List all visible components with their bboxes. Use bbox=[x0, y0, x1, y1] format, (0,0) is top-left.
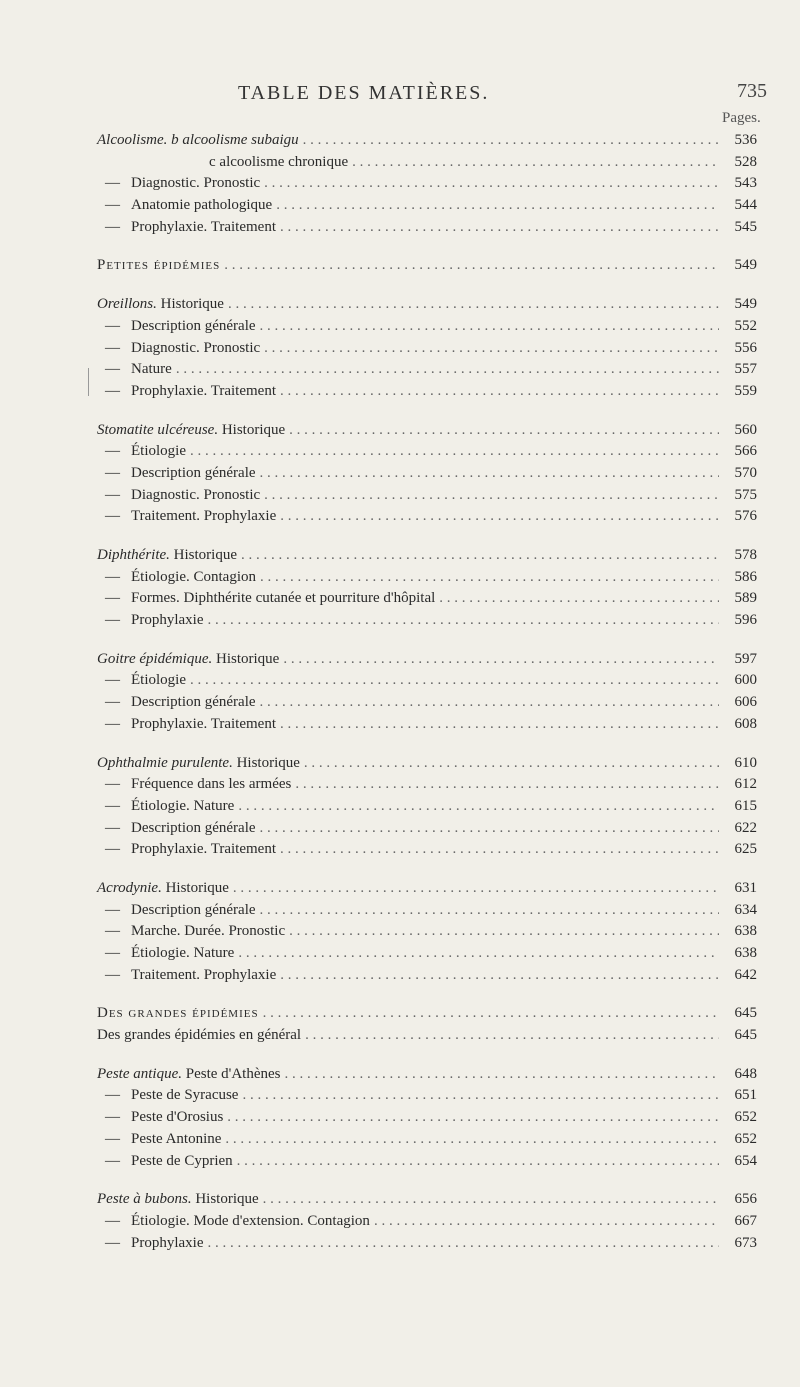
dot-leader bbox=[263, 1189, 719, 1211]
dash: — bbox=[105, 508, 120, 525]
toc-entry bbox=[97, 900, 757, 922]
entry-text: Peste Antonine bbox=[131, 1130, 222, 1147]
dot-leader bbox=[304, 753, 719, 775]
dot-leader bbox=[241, 545, 719, 567]
entry-text: Prophylaxie. Traitement bbox=[131, 841, 276, 858]
entry-page: 642 bbox=[734, 966, 757, 983]
entry-text: Fréquence dans les armées bbox=[131, 776, 292, 793]
entry-text: Diagnostic. Pronostic bbox=[131, 339, 261, 356]
entry-text: Historique bbox=[216, 650, 280, 667]
toc-entry bbox=[97, 774, 757, 796]
section-title: Petites épidémies bbox=[97, 257, 221, 274]
dot-leader bbox=[289, 420, 719, 442]
entry-page: 589 bbox=[734, 590, 757, 607]
toc-group-oreillons bbox=[97, 294, 757, 402]
entry-heading: Peste antique. bbox=[97, 1065, 182, 1082]
dot-leader bbox=[224, 255, 719, 277]
dot-leader bbox=[280, 217, 719, 239]
toc-entry bbox=[97, 839, 757, 861]
toc-entry bbox=[97, 316, 757, 338]
entry-text: Prophylaxie. Traitement bbox=[131, 218, 276, 235]
dot-leader bbox=[238, 943, 719, 965]
entry-text: Diagnostic. Pronostic bbox=[131, 486, 261, 503]
dot-leader bbox=[303, 130, 719, 152]
entry-text: Étiologie. Mode d'extension. Contagion bbox=[131, 1212, 370, 1229]
entry-page: 608 bbox=[734, 715, 757, 732]
dot-leader bbox=[260, 818, 719, 840]
dot-leader bbox=[295, 774, 719, 796]
dash: — bbox=[105, 901, 120, 918]
toc-entry bbox=[97, 485, 757, 507]
entry-page: 570 bbox=[734, 464, 757, 481]
dot-leader bbox=[263, 1003, 719, 1025]
dash: — bbox=[105, 1109, 120, 1126]
dash: — bbox=[105, 486, 120, 503]
entry-page: 596 bbox=[734, 612, 757, 629]
dot-leader bbox=[285, 1064, 719, 1086]
entry-page: 634 bbox=[734, 901, 757, 918]
table-of-contents bbox=[97, 130, 757, 1271]
entry-text: Historique bbox=[160, 296, 224, 313]
entry-page: 544 bbox=[734, 197, 757, 214]
dash: — bbox=[105, 568, 120, 585]
dot-leader bbox=[283, 649, 719, 671]
dash: — bbox=[105, 1087, 120, 1104]
dash: — bbox=[105, 443, 120, 460]
toc-entry bbox=[97, 796, 757, 818]
dot-leader bbox=[260, 900, 719, 922]
toc-entry bbox=[97, 965, 757, 987]
toc-entry bbox=[97, 1151, 757, 1173]
dash: — bbox=[105, 797, 120, 814]
dash: — bbox=[105, 1152, 120, 1169]
dot-leader bbox=[227, 1107, 719, 1129]
toc-group-grandes-epidemies bbox=[97, 1003, 757, 1046]
toc-entry bbox=[97, 463, 757, 485]
toc-group-diphtherite bbox=[97, 545, 757, 632]
toc-entry bbox=[97, 294, 757, 316]
margin-pencil-mark bbox=[88, 368, 89, 396]
page-header bbox=[0, 0, 800, 126]
entry-text: Historique bbox=[236, 754, 300, 771]
entry-page: 625 bbox=[734, 841, 757, 858]
toc-entry bbox=[97, 1211, 757, 1233]
dot-leader bbox=[374, 1211, 719, 1233]
toc-group-goitre bbox=[97, 649, 757, 736]
toc-entry bbox=[97, 714, 757, 736]
entry-text: Étiologie. Contagion bbox=[131, 568, 256, 585]
entry-text: Anatomie pathologique bbox=[131, 197, 273, 214]
entry-page: 606 bbox=[734, 694, 757, 711]
entry-text: Historique bbox=[195, 1191, 259, 1208]
entry-page: 652 bbox=[734, 1130, 757, 1147]
entry-text: Étiologie bbox=[131, 672, 186, 689]
entry-page: 645 bbox=[734, 1005, 757, 1022]
entry-page: 648 bbox=[734, 1065, 757, 1082]
entry-heading: Oreillons. bbox=[97, 296, 157, 313]
dot-leader bbox=[264, 338, 719, 360]
toc-group-peste-antique bbox=[97, 1064, 757, 1172]
toc-entry bbox=[97, 753, 757, 775]
entry-text: Prophylaxie. Traitement bbox=[131, 382, 276, 399]
entry-text: Nature bbox=[131, 361, 172, 378]
dot-leader bbox=[280, 714, 719, 736]
toc-group-stomatite bbox=[97, 420, 757, 528]
entry-text: Prophylaxie bbox=[131, 612, 204, 629]
dot-leader bbox=[352, 152, 719, 174]
dot-leader bbox=[439, 588, 719, 610]
dot-leader bbox=[237, 1151, 719, 1173]
entry-page: 597 bbox=[734, 650, 757, 667]
entry-text: Marche. Durée. Pronostic bbox=[131, 923, 286, 940]
entry-text: Description générale bbox=[131, 819, 256, 836]
entry-heading: Stomatite ulcéreuse. bbox=[97, 421, 219, 438]
entry-page: 556 bbox=[734, 339, 757, 356]
toc-group-ophthalmie bbox=[97, 753, 757, 861]
toc-entry bbox=[97, 152, 757, 174]
dash: — bbox=[105, 175, 120, 192]
entry-page: 536 bbox=[734, 132, 757, 148]
entry-page: 654 bbox=[734, 1152, 757, 1169]
dash: — bbox=[105, 945, 120, 961]
toc-entry bbox=[97, 506, 757, 528]
entry-text: Des grandes épidémies en général bbox=[97, 1027, 302, 1044]
dash: — bbox=[105, 672, 120, 689]
entry-page: 586 bbox=[734, 568, 757, 585]
toc-entry bbox=[97, 441, 757, 463]
entry-page: 615 bbox=[734, 797, 757, 814]
entry-text: c alcoolisme chronique bbox=[209, 153, 349, 170]
entry-page: 612 bbox=[734, 776, 757, 793]
dot-leader bbox=[190, 670, 719, 692]
dash: — bbox=[105, 776, 120, 793]
entry-page: 656 bbox=[734, 1191, 757, 1208]
entry-page: 631 bbox=[734, 879, 757, 896]
toc-entry bbox=[97, 943, 757, 965]
dot-leader bbox=[208, 610, 720, 632]
toc-entry bbox=[97, 338, 757, 360]
entry-page: 622 bbox=[734, 819, 757, 836]
dash: — bbox=[105, 612, 120, 629]
entry-text: Formes. Diphthérite cutanée et pourriture d'hôpital bbox=[131, 590, 436, 607]
dash: — bbox=[105, 197, 120, 214]
toc-entry bbox=[97, 567, 757, 589]
running-title: TABLE DES MATIÈRES. bbox=[238, 82, 490, 104]
dash: — bbox=[105, 966, 120, 983]
toc-entry bbox=[97, 255, 757, 277]
entry-text: Peste d'Orosius bbox=[131, 1109, 224, 1126]
entry-text: Peste de Cyprien bbox=[131, 1152, 233, 1169]
entry-text: Description générale bbox=[131, 694, 256, 711]
toc-entry bbox=[97, 610, 757, 632]
entry-page: 576 bbox=[734, 508, 757, 525]
dot-leader bbox=[260, 567, 719, 589]
toc-entry bbox=[97, 878, 757, 900]
toc-entry bbox=[97, 1233, 757, 1255]
entry-page: 566 bbox=[734, 443, 757, 460]
dot-leader bbox=[289, 921, 719, 943]
entry-heading: Acrodynie. bbox=[97, 879, 162, 896]
dot-leader bbox=[233, 878, 719, 900]
entry-page: 559 bbox=[734, 382, 757, 399]
entry-page: 549 bbox=[734, 296, 757, 313]
entry-text: Étiologie. Nature bbox=[131, 797, 235, 814]
dash: — bbox=[105, 339, 120, 356]
entry-text: Diagnostic. Pronostic bbox=[131, 175, 261, 192]
dot-leader bbox=[280, 506, 719, 528]
toc-entry bbox=[97, 545, 757, 567]
dot-leader bbox=[208, 1233, 720, 1255]
page-number: 735 bbox=[737, 80, 767, 102]
entry-page: 610 bbox=[734, 754, 757, 771]
toc-entry bbox=[97, 1189, 757, 1211]
entry-page: 600 bbox=[734, 672, 757, 689]
toc-entry bbox=[97, 420, 757, 442]
dash: — bbox=[105, 819, 120, 836]
dash: — bbox=[105, 590, 120, 607]
entry-text: Traitement. Prophylaxie bbox=[131, 966, 277, 983]
dash: — bbox=[105, 1234, 120, 1251]
dot-leader bbox=[305, 1025, 719, 1047]
section-title: Des grandes épidémies bbox=[97, 1005, 259, 1022]
dot-leader bbox=[264, 173, 719, 195]
toc-entry bbox=[97, 692, 757, 714]
dash: — bbox=[105, 923, 120, 940]
entry-text: Historique bbox=[221, 421, 286, 438]
entry-text: Description générale bbox=[131, 901, 256, 918]
toc-entry bbox=[97, 195, 757, 217]
dot-leader bbox=[176, 359, 719, 381]
dot-leader bbox=[225, 1129, 719, 1151]
dash: — bbox=[105, 361, 120, 378]
entry-page: 667 bbox=[734, 1212, 757, 1229]
dash: — bbox=[105, 694, 120, 711]
entry-text: Prophylaxie bbox=[131, 1234, 204, 1251]
dot-leader bbox=[228, 294, 719, 316]
dash: — bbox=[105, 1130, 120, 1147]
toc-entry bbox=[97, 173, 757, 195]
entry-text: Peste de Syracuse bbox=[131, 1087, 239, 1104]
entry-page: 528 bbox=[734, 153, 757, 170]
toc-entry bbox=[97, 359, 757, 381]
entry-heading: Goitre épidémique. bbox=[97, 650, 213, 667]
toc-entry bbox=[97, 921, 757, 943]
entry-page: 543 bbox=[734, 175, 757, 192]
toc-group-acrodynie bbox=[97, 878, 757, 986]
entry-page: 575 bbox=[734, 486, 757, 503]
entry-page: 645 bbox=[734, 1027, 757, 1044]
dash: — bbox=[105, 317, 120, 334]
entry-heading: Peste à bubons. bbox=[97, 1191, 192, 1208]
dot-leader bbox=[260, 316, 719, 338]
dot-leader bbox=[260, 692, 719, 714]
toc-entry bbox=[97, 1107, 757, 1129]
toc-entry bbox=[97, 588, 757, 610]
dot-leader bbox=[280, 839, 719, 861]
dot-leader bbox=[190, 441, 719, 463]
toc-entry bbox=[97, 1129, 757, 1151]
dot-leader bbox=[280, 381, 719, 403]
entry-page: 557 bbox=[734, 361, 757, 378]
toc-entry bbox=[97, 1025, 757, 1047]
entry-text: Traitement. Prophylaxie bbox=[131, 508, 277, 525]
entry-text: Historique bbox=[173, 547, 237, 563]
entry-page: 652 bbox=[734, 1109, 757, 1126]
entry-page: 578 bbox=[734, 547, 757, 563]
toc-entry bbox=[97, 818, 757, 840]
dash: — bbox=[105, 841, 120, 858]
toc-entry bbox=[97, 381, 757, 403]
entry-page: 545 bbox=[734, 218, 757, 235]
dash: — bbox=[105, 464, 120, 481]
entry-text: Description générale bbox=[131, 317, 256, 334]
dot-leader bbox=[242, 1085, 719, 1107]
dot-leader bbox=[260, 463, 719, 485]
toc-entry bbox=[97, 217, 757, 239]
entry-text: Description générale bbox=[131, 464, 256, 481]
pages-column-label: Pages. bbox=[722, 110, 761, 126]
toc-entry bbox=[97, 1064, 757, 1086]
entry-page: 638 bbox=[734, 923, 757, 940]
toc-group-petites-epidemies bbox=[97, 255, 757, 277]
toc-entry bbox=[97, 670, 757, 692]
entry-heading: Alcoolisme. bbox=[97, 132, 168, 148]
entry-text: b alcoolisme subaigu bbox=[171, 132, 299, 148]
toc-entry bbox=[97, 1003, 757, 1025]
toc-entry bbox=[97, 130, 757, 152]
toc-group-alcoolisme bbox=[97, 130, 757, 238]
entry-page: 549 bbox=[734, 257, 757, 274]
entry-page: 638 bbox=[734, 945, 757, 961]
toc-entry bbox=[97, 1085, 757, 1107]
dot-leader bbox=[238, 796, 719, 818]
entry-page: 560 bbox=[734, 421, 757, 438]
dot-leader bbox=[280, 965, 719, 987]
dot-leader bbox=[264, 485, 719, 507]
dash: — bbox=[105, 715, 120, 732]
entry-page: 552 bbox=[734, 317, 757, 334]
entry-heading: Ophthalmie purulente. bbox=[97, 754, 233, 771]
dash: — bbox=[105, 218, 120, 235]
entry-text: Étiologie bbox=[131, 443, 186, 460]
toc-group-peste-bubons bbox=[97, 1189, 757, 1254]
entry-page: 651 bbox=[734, 1087, 757, 1104]
dash: — bbox=[105, 1212, 120, 1229]
entry-text: Peste d'Athènes bbox=[185, 1065, 281, 1082]
entry-page: 673 bbox=[734, 1234, 757, 1251]
entry-heading: Diphthérite. bbox=[97, 547, 170, 563]
toc-entry bbox=[97, 649, 757, 671]
entry-text: Étiologie. Nature bbox=[131, 945, 235, 961]
entry-text: Prophylaxie. Traitement bbox=[131, 715, 276, 732]
dash: — bbox=[105, 382, 120, 399]
dot-leader bbox=[276, 195, 719, 217]
entry-text: Historique bbox=[165, 879, 229, 896]
